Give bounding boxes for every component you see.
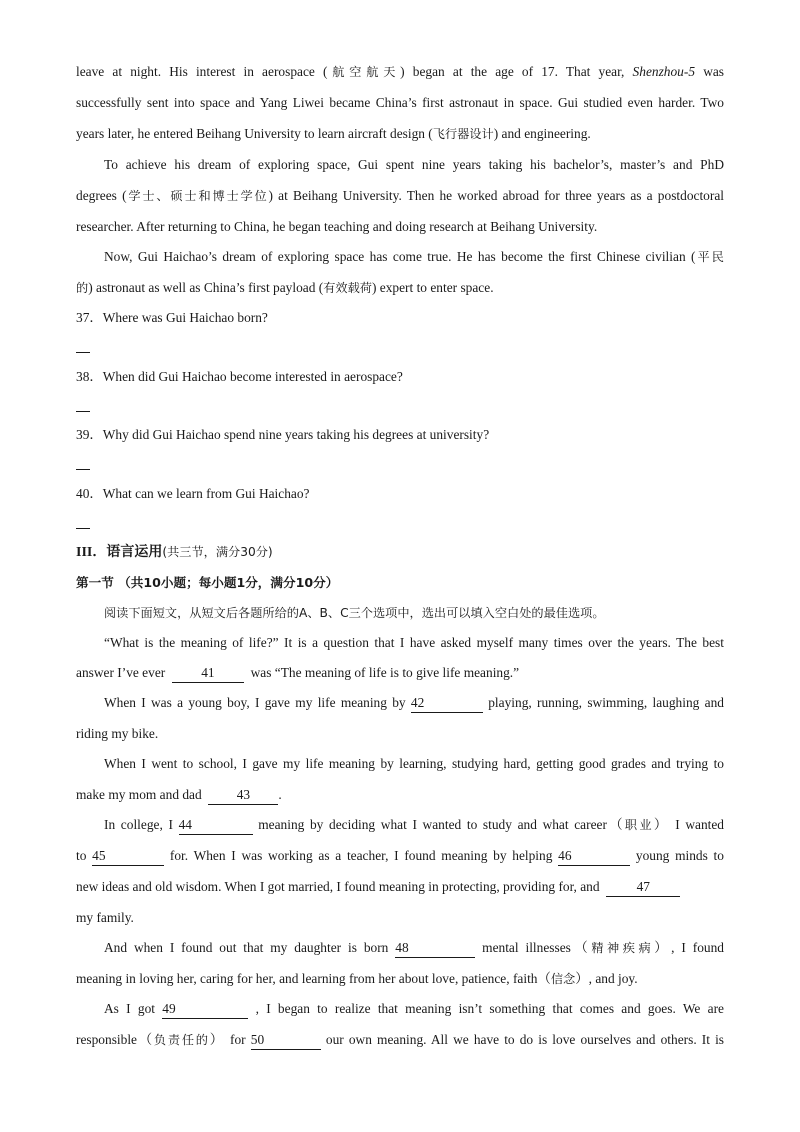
passage-line-1: leave at night. His interest in aerospace (航空航天) began at the age of 17. That year, Shenzhou-5 was [76, 64, 725, 79]
question-38: 38．When did Gui Haichao become interested in aerospace? [76, 369, 403, 384]
passage-line-6: researcher. After returning to China, he began teaching and doing research at Beihang University. [76, 219, 598, 234]
blank-48[interactable]: 48 [395, 940, 475, 958]
section-title: III．语言运用(共三节，满分30分) [76, 545, 273, 560]
part-title: 第一节 （共10小题；每小题1分，满分10分） [76, 575, 339, 590]
blank-47[interactable]: 47 [606, 879, 680, 897]
blank-43[interactable]: 43 [208, 787, 278, 805]
cloze-p3-line-2: make my mom and dad 43 . [76, 785, 724, 805]
cloze-p4-line-2: to 45 for. When I was working as a teacher, I found meaning by helping 46 young minds to [76, 846, 724, 866]
cloze-p3-line-1: When I went to school, I gave my life meaning by learning, studying hard, getting good grades and trying to [104, 756, 724, 771]
cloze-p4-line-1: In college, I 44 meaning by deciding what I wanted to study and what career（职业） I wanted [104, 815, 724, 835]
cloze-p1-line-2: answer I’ve ever 41 was “The meaning of life is to give life meaning.” [76, 663, 724, 683]
cloze-p6-line-2: responsible（负责任的） for 50 our own meaning. All we have to do is love ourselves and others. It is [76, 1030, 724, 1050]
passage-line-2: successfully sent into space and Yang Liwei became China’s first astronaut in space. Gui studied even harder. Two [76, 95, 724, 110]
answer-line-39[interactable] [76, 469, 90, 470]
blank-41[interactable]: 41 [172, 665, 244, 683]
cloze-p4-line-3: new ideas and old wisdom. When I got married, I found meaning in protecting, providing for, and 47 [76, 877, 748, 897]
blank-46[interactable]: 46 [558, 848, 630, 866]
passage-line-3: years later, he entered Beihang University to learn aircraft design (飞行器设计) and engineering. [76, 126, 591, 141]
cloze-p2-line-2: riding my bike. [76, 726, 159, 741]
cloze-p1-line-1: “What is the meaning of life?” It is a question that I have asked myself many times over the years. The best [104, 635, 724, 650]
passage-line-7: Now, Gui Haichao’s dream of exploring space has come true. He has become the first Chinese civilian (平民 [104, 249, 724, 264]
question-39: 39．Why did Gui Haichao spend nine years taking his degrees at university? [76, 427, 490, 442]
cloze-p6-line-1: As I got 49 , I began to realize that meaning isn’t something that comes and goes. We are [104, 999, 724, 1019]
instruction: 阅读下面短文，从短文后各题所给的A、B、C三个选项中，选出可以填入空白处的最佳选项。 [104, 606, 605, 620]
passage-line-8: 的) astronaut as well as China’s first payload (有效载荷) expert to enter space. [76, 280, 494, 295]
answer-line-37[interactable] [76, 352, 90, 353]
blank-45[interactable]: 45 [92, 848, 164, 866]
question-40: 40．What can we learn from Gui Haichao? [76, 486, 310, 501]
cloze-p2-line-1: When I was a young boy, I gave my life meaning by 42 playing, running, swimming, laughing and [104, 693, 724, 713]
cloze-p4-line-4: my family. [76, 910, 134, 925]
passage-line-5: degrees (学士、硕士和博士学位) at Beihang University. Then he worked abroad for three years as a postdoctoral [76, 188, 725, 203]
passage-line-4: To achieve his dream of exploring space, Gui spent nine years taking his bachelor’s, master’s and PhD [104, 157, 724, 172]
cloze-p5-line-1: And when I found out that my daughter is born 48 mental illnesses（精神疾病）, I found [104, 938, 724, 958]
cloze-p5-line-2: meaning in loving her, caring for her, and learning from her about love, patience, faith（信念）, and joy. [76, 971, 638, 986]
answer-line-38[interactable] [76, 411, 90, 412]
answer-line-40[interactable] [76, 528, 90, 529]
blank-42[interactable]: 42 [411, 695, 483, 713]
blank-49[interactable]: 49 [162, 1001, 248, 1019]
question-37: 37．Where was Gui Haichao born? [76, 310, 268, 325]
blank-44[interactable]: 44 [179, 817, 253, 835]
blank-50[interactable]: 50 [251, 1032, 321, 1050]
